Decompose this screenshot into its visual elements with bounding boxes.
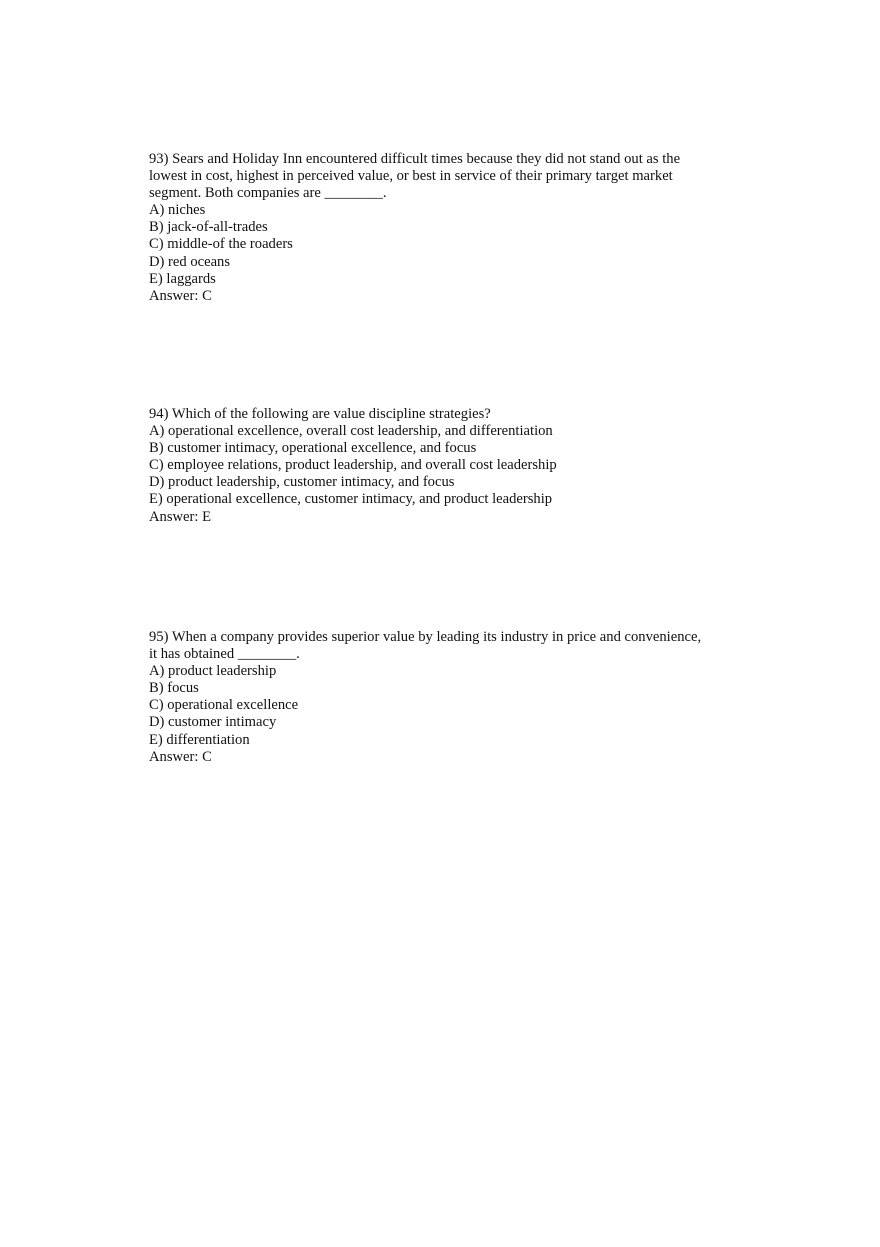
question-93 xyxy=(149,151,739,305)
answer: Answer: C xyxy=(149,287,212,304)
option-c: C) operational excellence xyxy=(149,697,299,714)
option-b: B) jack-of-all-trades xyxy=(149,219,268,236)
question-95 xyxy=(149,629,739,766)
option-a: A) niches xyxy=(149,202,206,219)
question-stem-line: segment. Both companies are ________. xyxy=(149,185,387,202)
question-stem-line: 95) When a company provides superior value by leading its industry in price and convenience, xyxy=(149,629,702,645)
question-94 xyxy=(149,406,739,526)
option-e: E) differentiation xyxy=(149,731,250,748)
question-stem-line: 93) Sears and Holiday Inn encountered difficult times because they did not stand out as the xyxy=(149,151,681,167)
option-a: A) product leadership xyxy=(149,663,277,680)
option-b: B) focus xyxy=(149,680,199,697)
option-c: C) employee relations, product leadership, and overall cost leadership xyxy=(149,457,557,474)
question-stem-line: lowest in cost, highest in perceived value, or best in service of their primary target market xyxy=(149,168,673,185)
option-e: E) operational excellence, customer intimacy, and product leadership xyxy=(149,491,553,508)
option-e: E) laggards xyxy=(149,270,216,287)
option-d: D) product leadership, customer intimacy, and focus xyxy=(149,474,455,491)
option-b: B) customer intimacy, operational excellence, and focus xyxy=(149,440,477,457)
option-a: A) operational excellence, overall cost leadership, and differentiation xyxy=(149,423,553,440)
question-stem-line: it has obtained ________. xyxy=(149,646,300,663)
question-stem-line: 94) Which of the following are value discipline strategies? xyxy=(149,406,491,422)
answer: Answer: C xyxy=(149,748,212,765)
answer: Answer: E xyxy=(149,508,212,525)
option-d: D) red oceans xyxy=(149,253,231,270)
option-d: D) customer intimacy xyxy=(149,714,277,731)
option-c: C) middle-of the roaders xyxy=(149,236,293,253)
